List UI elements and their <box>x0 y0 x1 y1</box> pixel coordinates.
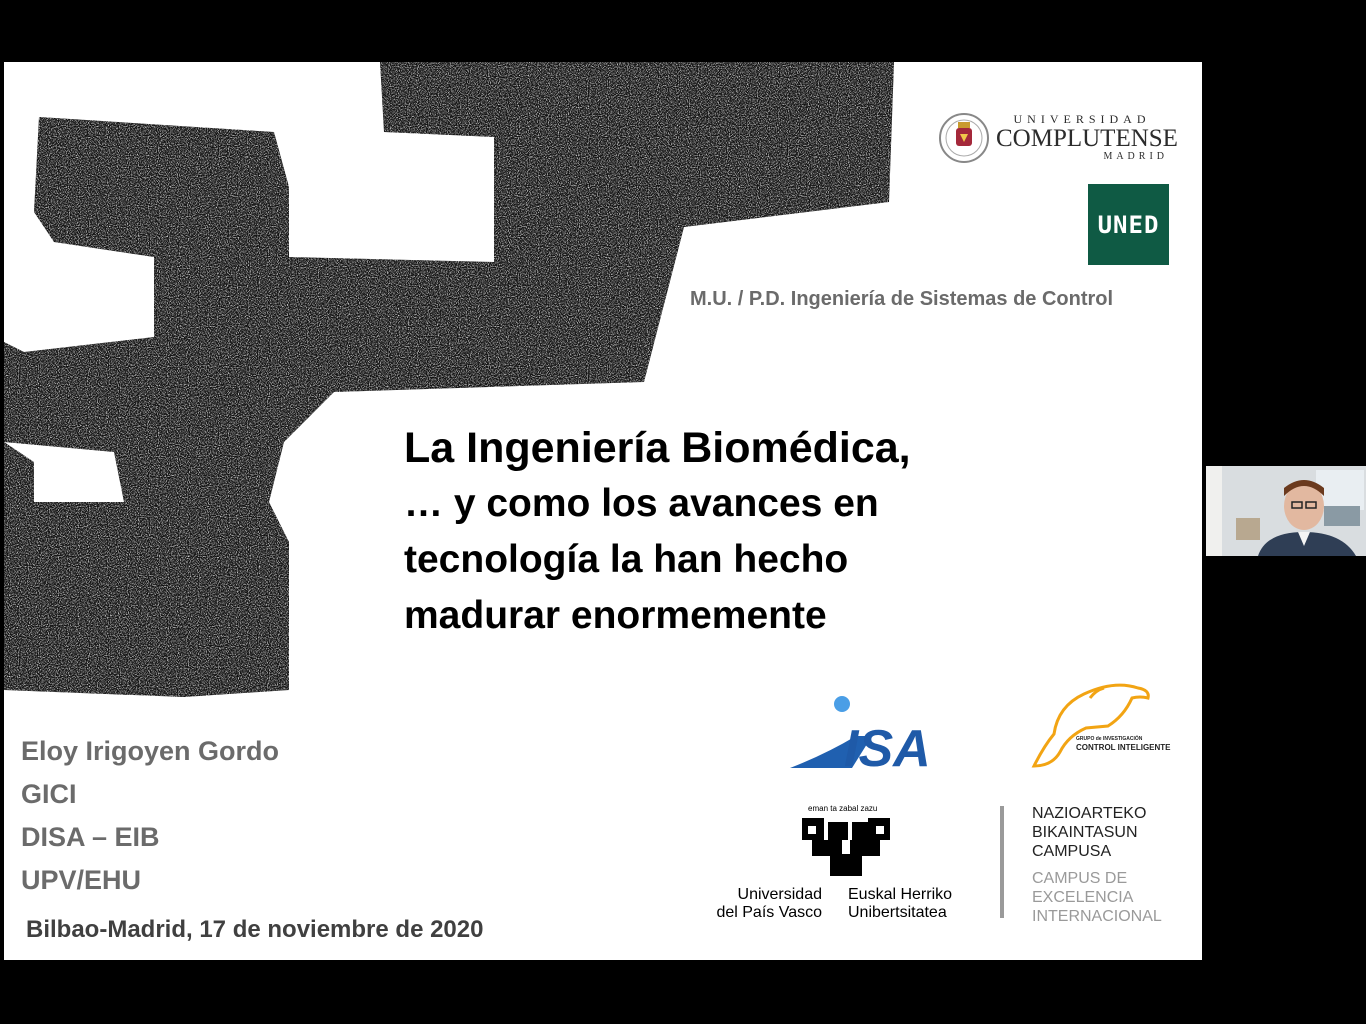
slide-title <box>404 420 911 644</box>
uned-logo: UNED <box>1088 184 1169 265</box>
campus-basque-3: CAMPUSA <box>1032 843 1112 860</box>
author-university: UPV/EHU <box>21 865 142 895</box>
upv-spanish-line-2: del País Vasco <box>716 904 822 921</box>
upv-ehu-logo <box>698 804 988 924</box>
campus-spanish-1: CAMPUS DE <box>1032 870 1128 887</box>
author-department: DISA – EIB <box>21 822 160 852</box>
campus-spanish-2: EXCELENCIA <box>1032 889 1134 906</box>
author-group: GICI <box>21 779 77 809</box>
gici-caption-1: GRUPO de INVESTIGACIÓN <box>1076 736 1143 742</box>
campus-basque-1: NAZIOARTEKO <box>1032 805 1147 822</box>
gici-caption-2: CONTROL INTELIGENTE <box>1076 743 1171 752</box>
upv-basque-line-2: Unibertsitatea <box>848 904 947 921</box>
ucm-seal-icon <box>938 108 990 166</box>
upv-basque-line-1: Euskal Herriko <box>848 886 953 903</box>
upv-motto: eman ta zabal zazu <box>808 804 878 813</box>
gici-dolphin-logo <box>1024 676 1171 776</box>
presentation-slide <box>4 62 1202 960</box>
title-line-3: tecnología la han hecho <box>404 538 849 581</box>
presenter-video-feed <box>1206 466 1366 556</box>
ucm-logo <box>938 108 1178 168</box>
campus-spanish-3: INTERNACIONAL <box>1032 908 1162 925</box>
ucm-top-text: UNIVERSIDAD <box>1013 112 1151 126</box>
title-line-4: madurar enormemente <box>404 594 827 637</box>
upv-spanish-line-1: Universidad <box>737 886 822 903</box>
title-line-1: La Ingeniería Biomédica, <box>404 424 911 472</box>
logo-divider <box>1000 806 1004 918</box>
upv-tree-icon <box>802 818 890 876</box>
campus-basque-2: BIKAINTASUN <box>1032 824 1138 841</box>
presenter-webcam-thumbnail[interactable] <box>1206 466 1366 556</box>
disa-logo <box>786 694 958 780</box>
author-name: Eloy Irigoyen Gordo <box>21 736 280 766</box>
ucm-city: MADRID <box>1103 151 1168 162</box>
campus-excellence-logo <box>1032 804 1162 926</box>
presentation-date: Bilbao-Madrid, 17 de noviembre de 2020 <box>26 916 484 943</box>
program-subtitle: M.U. / P.D. Ingeniería de Sistemas de Control <box>690 288 1114 310</box>
author-block <box>21 730 279 902</box>
ucm-name: COMPLUTENSE <box>996 125 1178 152</box>
title-line-2: … y como los avances en <box>404 482 879 525</box>
svg-text:ISA: ISA <box>844 720 931 778</box>
